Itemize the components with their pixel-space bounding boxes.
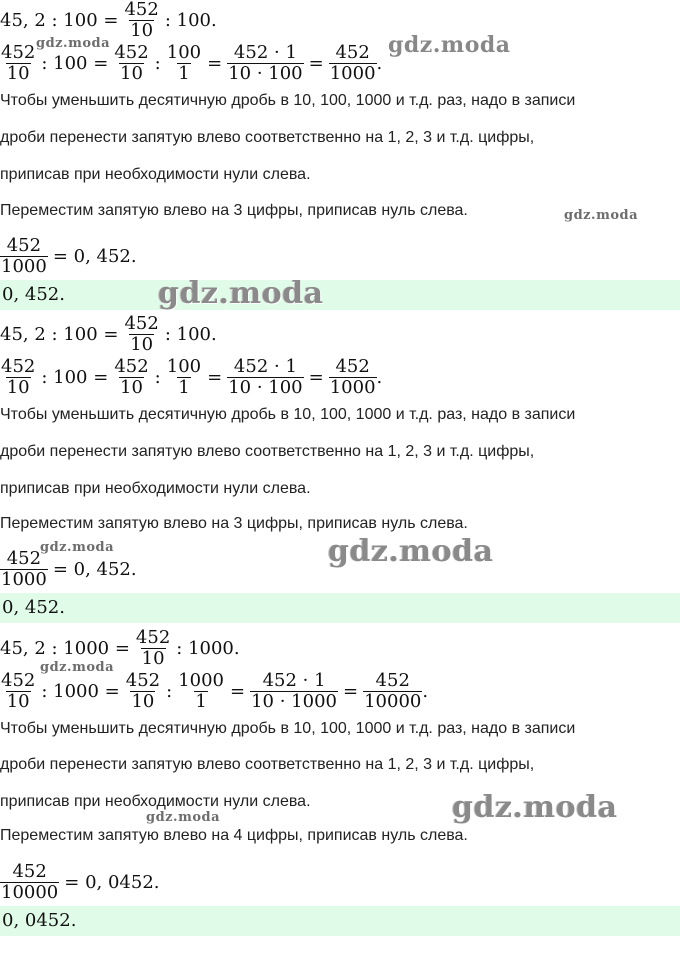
s1-line2: $\frac{452}{10}$ : 100 = $\frac{452}{10}$ : $\frac{100}{1}$ = $\frac{452 \cdot 1}{10 \cdot 100}$ = $\frac{452}{1000}$ . bbox=[1, 41, 383, 84]
s3-rule-line3: приписав при необходимости нули слева. bbox=[0, 793, 311, 810]
s2-result: $\frac{452}{1000}$ = 0, 452. bbox=[1, 547, 137, 590]
watermark: gdz.moda bbox=[158, 276, 324, 311]
s2-move-text: Переместим запятую влево на 3 цифры, приписав нуль слева. bbox=[0, 515, 468, 532]
s2-rule-line2: дроби перенести запятую влево соответственно на 1, 2, 3 и т.д. цифры, bbox=[0, 443, 535, 460]
s3-line1: 45, 2 : 1000 = $\frac{452}{10}$ : 1000. bbox=[0, 626, 240, 669]
s1-line1-lead: 45, 2 : 100 = bbox=[0, 9, 119, 31]
s1-answer: 0, 452. bbox=[0, 280, 680, 310]
watermark: gdz.moda bbox=[146, 810, 221, 825]
s1-rule-line1: Чтобы уменьшить десятичную дробь в 10, 100, 1000 и т.д. раз, надо в записи bbox=[0, 92, 576, 109]
s3-result: $\frac{452}{10000}$ = 0, 0452. bbox=[1, 860, 160, 903]
s2-rule-line1: Чтобы уменьшить десятичную дробь в 10, 100, 1000 и т.д. раз, надо в записи bbox=[0, 406, 576, 423]
watermark: gdz.moda bbox=[564, 208, 639, 223]
s2-rule-line3: приписав при необходимости нули слева. bbox=[0, 480, 311, 497]
s2-line2: $\frac{452}{10}$ : 100 = $\frac{452}{10}$ : $\frac{100}{1}$ = $\frac{452 \cdot 1}{10 \cdot 100}$ = $\frac{452}{1000}$ . bbox=[1, 355, 383, 398]
s1-line1-fraction: $\frac{452}{10}$ bbox=[124, 0, 159, 41]
s3-move-text: Переместим запятую влево на 4 цифры, приписав нуль слева. bbox=[0, 827, 468, 844]
watermark: gdz.moda bbox=[328, 534, 494, 569]
watermark: gdz.moda bbox=[40, 660, 115, 675]
s3-answer: 0, 0452. bbox=[0, 906, 680, 936]
s3-rule-line2: дроби перенести запятую влево соответственно на 1, 2, 3 и т.д. цифры, bbox=[0, 756, 535, 773]
s1-rule-line3: приписав при необходимости нули слева. bbox=[0, 166, 311, 183]
s2-answer: 0, 452. bbox=[0, 593, 680, 623]
s1-line1 bbox=[0, 0, 680, 41]
watermark: gdz.moda bbox=[452, 790, 618, 825]
s3-line2: $\frac{452}{10}$ : 1000 = $\frac{452}{10}$ : $\frac{1000}{1}$ = $\frac{452 \cdot 1}{10 \cdot 1000}$ = $\frac{452}{10000}$ . bbox=[1, 669, 429, 712]
s1-line1-tail: : 100. bbox=[164, 9, 217, 31]
s1-result: $\frac{452}{1000}$ = 0, 452. bbox=[1, 234, 137, 277]
s1-rule-line2: дроби перенести запятую влево соответственно на 1, 2, 3 и т.д. цифры, bbox=[0, 129, 535, 146]
s1-move-text: Переместим запятую влево на 3 цифры, приписав нуль слева. bbox=[0, 202, 468, 219]
s2-line1: 45, 2 : 100 = $\frac{452}{10}$ : 100. bbox=[0, 312, 217, 355]
watermark: gdz.moda bbox=[36, 36, 111, 51]
watermark: gdz.moda bbox=[388, 32, 511, 58]
s3-rule-line1: Чтобы уменьшить десятичную дробь в 10, 100, 1000 и т.д. раз, надо в записи bbox=[0, 720, 576, 737]
watermark: gdz.moda bbox=[40, 540, 115, 555]
